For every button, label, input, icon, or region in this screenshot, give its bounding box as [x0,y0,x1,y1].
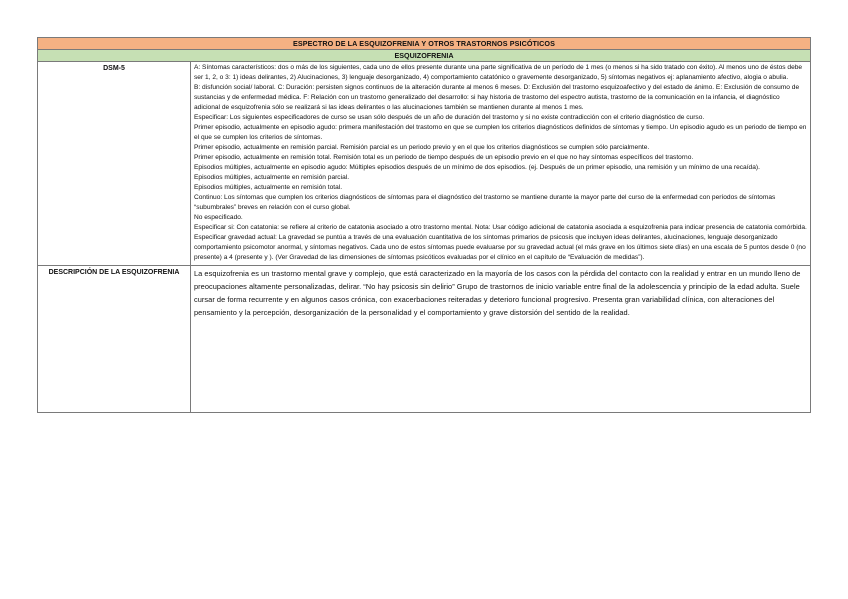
dsm5-content [191,62,810,265]
table-title: ESPECTRO DE LA ESQUIZOFRENIA Y OTROS TRASTORNOS PSICÓTICOS [292,39,556,48]
criteria-paragraph: Episodios múltiples, actualmente en episodio agudo: Múltiples episodios después de un mínimo de dos episodios. (ej. Después de un primer episodio, una remisión y un mínimo de una recaída). [194,164,760,171]
criteria-paragraph: Primer episodio, actualmente en remisión total. Remisión total es un periodo de tiempo después de un episodio previo en el que no hay síntomas específicos del trastorno. [194,154,694,161]
criteria-paragraph: Primer episodio, actualmente en episodio agudo: primera manifestación del trastorno en que se cumplen los criterios diagnósticos definidos de síntomas y tiempo. Un episodio agudo es un periodo de tiempo en el que se cumplen los criterios de síntomas. [194,124,807,141]
document-table [37,37,811,413]
criteria-paragraph: Especificar: Los siguientes especificadores de curso se usan sólo después de un año de duración del trastorno y si no existe contradicción con el criterio diagnóstico de curso. [194,114,705,121]
criteria-paragraph: A: Síntomas característicos: dos o más de los siguientes, cada uno de ellos presente durante una parte significativa de un período de 1 mes (o menos si ha sido tratado con éxito). Al menos uno de éstos debe ser 1, 2, o 3: 1) ideas delirantes, 2) Alucinaciones, 3) lenguaje desorganizado, 4) comportamiento catatónico o gravemente desorganizado, 5) síntomas negativos ej: aplanamiento afectivo, alogia o abulia. [194,64,803,81]
criteria-paragraph: Especificar gravedad actual: La gravedad se puntúa a través de una evaluación cuantitativa de los síntomas primarios de psicosis que incluyen ideas delirantes, alucinaciones, lenguaje desorganizado comportamiento psicomotor anormal, y síntomas negativos. Cada uno de estos síntomas puede evaluarse por su gravedad actual (el más grave en los últimos siete días) en una escala de 5 puntos desde 0 (no presente) a 4 (presente y ). (Ver Gravedad de las dimensiones de síntomas psicóticos evaluadas por el clínico en el capítulo de “Evaluación de medidas”). [194,234,806,261]
description-label: DESCRIPCIÓN DE LA ESQUIZOFRENIA [38,266,191,412]
criteria-paragraph: No especificado. [194,214,243,221]
description-paragraph: La esquizofrenia es un trastorno mental grave y complejo, que está caracterizado en la mayoría de los casos con la pérdida del contacto con la realidad y entrar en un mundo lleno de preocupaciones altamente personalizadas, delirar. “No hay psicosis sin delirio” Grupo de trastornos de inicio variable entre final de la adolescencia y principio de la edad adulta. Suele cursar de forma recurrente y en algunos casos crónica, con exacerbaciones reiteradas y deterioro funcional progresivo. Presenta gran variabilidad clínica, con alteraciones del pensamiento y la percepción, desorganización de la personalidad y el comportamiento y grave distorsión del sentido de la realidad. [194,269,801,317]
criteria-paragraph: Primer episodio, actualmente en remisión parcial. Remisión parcial es un periodo previo y en el que los criterios diagnósticos se cumplen sólo parcialmente. [194,144,650,151]
dsm5-label: DSM-5 [38,62,191,265]
criteria-paragraph: Especificar si: Con catatonia: se refiere al criterio de catatonia asociado a otro trastorno mental. Nota: Usar código adicional de catatonia asociada a esquizofrenia para indicar presencia de catatonia comórbida. [194,224,807,231]
description-content [191,266,810,412]
table-subtitle-row [37,50,811,62]
dsm5-row [37,62,811,266]
description-row [37,266,811,413]
table-subtitle: ESQUIZOFRENIA [394,51,454,60]
criteria-paragraph: Episodios múltiples, actualmente en remisión total. [194,184,343,191]
criteria-paragraph: Continuo: Los síntomas que cumplen los criterios diagnósticos de síntomas para el diagnóstico del trastorno se mantiene durante la mayor parte del curso de la enfermedad con períodos de síntomas “subumbrales” breves en relación con el curso global. [194,194,776,211]
table-title-row [37,37,811,50]
criteria-paragraph: B: disfunción social/ laboral. C: Duración: persisten signos continuos de la alteración durante al menos 6 meses. D: Exclusión del trastorno esquizoafectivo y del estado de ánimo. E: Exclusión de consumo de sustancias y de enfermedad médica. F: Relación con un trastorno generalizado del desarrollo: si hay historia de trastorno del espectro autista, trastorno de la comunicación en la infancia, el diagnóstico adicional de esquizofrenia sólo se realizará si las ideas delirantes o las alucinaciones también se mantienen durante al menos 1 mes. [194,84,800,111]
criteria-paragraph: Episodios múltiples, actualmente en remisión parcial. [194,174,350,181]
